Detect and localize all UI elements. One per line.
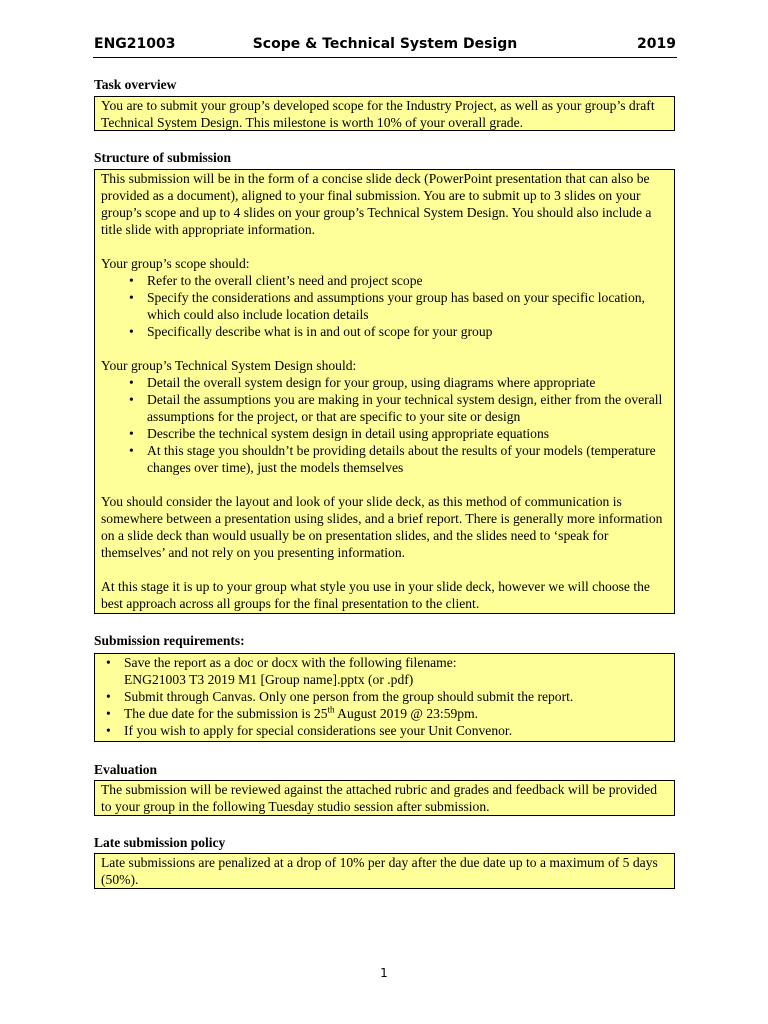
task-overview-box — [94, 96, 675, 131]
due-date-text: The due date for the submission is 25 — [124, 706, 328, 721]
page-header — [93, 35, 677, 58]
document-year: 2019 — [637, 36, 676, 52]
structure-intro: This submission will be in the form of a concise slide deck (PowerPoint presentation that can also be provided as a document), aligned to your final submission. You are to submit up to 3 slides on your group’s scope and up to 4 slides on your group’s Technical System Design. You should also include a title slide with appropriate information. — [101, 171, 652, 237]
evaluation-box — [94, 780, 675, 816]
late-policy-text: Late submissions are penalized at a drop of 10% per day after the due date up to a maximum of 5 days (50%). — [101, 855, 658, 887]
ordinal-suffix: th — [327, 704, 335, 715]
list-item — [101, 654, 668, 688]
list-item: • At this stage you shouldn’t be providing details about the results of your models (temperature changes over time), just the models themselves — [101, 442, 668, 476]
evaluation-heading: Evaluation — [94, 762, 158, 777]
list-item — [101, 705, 668, 722]
requirements-heading: Submission requirements: — [94, 633, 245, 648]
requirements-list — [101, 654, 668, 739]
list-item: • If you wish to apply for special considerations see your Unit Convenor. — [101, 722, 668, 739]
list-item: • Specify the considerations and assumptions your group has based on your specific location, which could also include location details — [101, 289, 668, 323]
late-policy-heading: Late submission policy — [94, 835, 226, 850]
list-item: • Specifically describe what is in and out of scope for your group — [101, 323, 668, 340]
list-item: • Submit through Canvas. Only one person from the group should submit the report. — [101, 688, 668, 705]
filename-instruction: Save the report as a doc or docx with the following filename: — [124, 655, 457, 670]
scope-list — [101, 272, 668, 340]
task-overview-text: You are to submit your group’s developed scope for the Industry Project, as well as your group’s draft Technical System Design. This milestone is worth 10% of your overall grade. — [101, 98, 655, 130]
list-item: • Describe the technical system design in detail using appropriate equations — [101, 425, 668, 442]
list-item: • Detail the assumptions you are making in your technical system design, either from the overall assumptions for the project, or that are specific to your site or design — [101, 391, 668, 425]
list-item: • Detail the overall system design for your group, using diagrams where appropriate — [101, 374, 668, 391]
layout-paragraph: You should consider the layout and look of your slide deck, as this method of communication is somewhere between a presentation using slides, and a brief report. There is generally more information on a slide deck than would usually be on presentation slides, and the slides need to ‘speak for themselves’ and not rely on you presenting information. — [101, 494, 663, 560]
list-item: • Refer to the overall client’s need and project scope — [101, 272, 668, 289]
due-date-rest: August 2019 @ 23:59pm. — [334, 706, 479, 721]
tsd-heading: Your group’s Technical System Design should: — [101, 358, 357, 373]
tsd-list — [101, 374, 668, 476]
late-policy-box — [94, 853, 675, 889]
filename-pattern: ENG21003 T3 2019 M1 [Group name].pptx (or .pdf) — [124, 672, 414, 687]
structure-heading: Structure of submission — [94, 150, 232, 165]
document-title: Scope & Technical System Design — [252, 36, 518, 52]
course-code: ENG21003 — [94, 36, 176, 52]
task-overview-heading: Task overview — [94, 77, 177, 92]
style-paragraph: At this stage it is up to your group what style you use in your slide deck, however we will choose the best approach across all groups for the final presentation to the client. — [101, 579, 650, 611]
scope-heading: Your group’s scope should: — [101, 256, 250, 271]
page-number: 1 — [380, 966, 388, 980]
requirements-box — [94, 653, 675, 742]
structure-box — [94, 169, 675, 614]
evaluation-text: The submission will be reviewed against the attached rubric and grades and feedback will be provided to your group in the following Tuesday studio session after submission. — [101, 782, 658, 814]
